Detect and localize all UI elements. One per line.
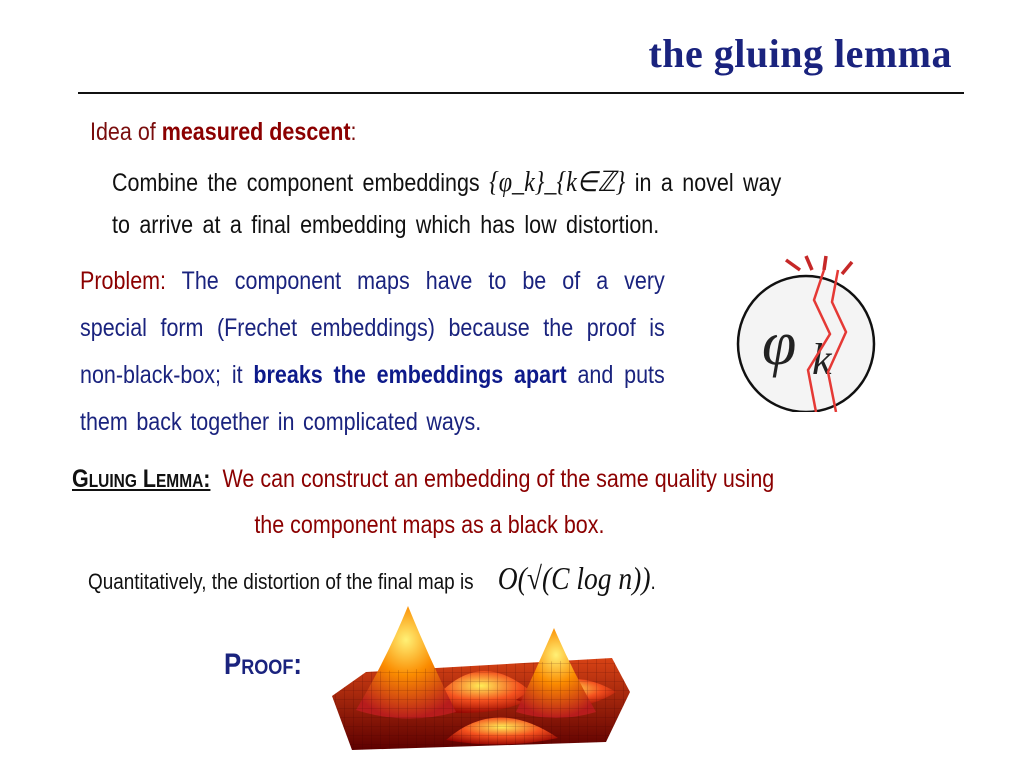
proof-label: Proof: xyxy=(224,648,302,681)
spark-3 xyxy=(824,256,826,270)
idea-term: measured descent xyxy=(161,118,351,146)
idea-prefix: Idea of xyxy=(90,118,156,146)
component-embeddings-formula: {φ_k}_{k∈ℤ} xyxy=(489,167,626,198)
quantitative-line xyxy=(88,560,656,597)
spark-1 xyxy=(786,260,800,270)
combine-line1-end: in a novel way xyxy=(634,169,782,197)
embedding-circle xyxy=(738,276,874,412)
gluing-line2: the component maps as a black box. xyxy=(254,511,605,539)
spark-2 xyxy=(806,256,812,270)
gluing-lemma-label: Gluing Lemma: xyxy=(72,465,211,493)
surface-plot-illustration xyxy=(326,600,632,752)
gluing-line1: We can construct an embedding of the same quality using xyxy=(222,465,775,493)
broken-embedding-figure xyxy=(728,252,888,412)
combine-line2: to arrive at a final embedding which has low distortion. xyxy=(112,211,660,239)
problem-emphasis: breaks the embeddings apart xyxy=(253,361,567,389)
phi-symbol: φ xyxy=(762,310,797,378)
distortion-formula: O(√(C log n)) xyxy=(497,560,651,596)
combine-paragraph xyxy=(112,162,860,246)
problem-label: Problem: xyxy=(80,267,167,295)
surface-mesh xyxy=(332,658,630,750)
quant-period: . xyxy=(650,569,656,594)
problem-text-end: and puts them back together in complicated ways. xyxy=(80,361,665,436)
slide-title: the gluing lemma xyxy=(648,31,952,76)
idea-line xyxy=(90,118,357,147)
quant-text: Quantitatively, the distortion of the final map is xyxy=(88,569,474,594)
title-divider xyxy=(78,92,964,94)
spark-4 xyxy=(842,262,852,274)
gluing-lemma-statement xyxy=(72,456,898,548)
combine-line1-start: Combine the component embeddings xyxy=(112,169,480,197)
phi-subscript: k xyxy=(812,335,832,384)
problem-text-start: The component maps have to be of a very special form (Frechet embeddings) because the proof is non-black-box; it xyxy=(80,267,665,389)
problem-paragraph xyxy=(80,258,665,446)
idea-colon: : xyxy=(350,118,357,146)
